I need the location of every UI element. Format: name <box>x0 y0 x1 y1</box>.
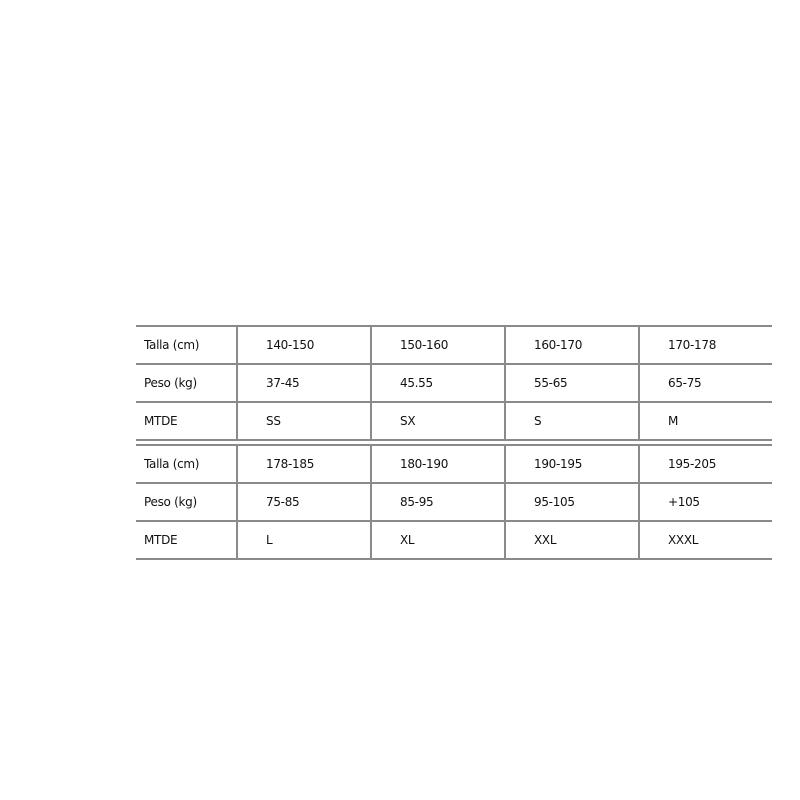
table-cell: 65-75 <box>639 364 772 402</box>
table-cell: 170-178 <box>639 326 772 364</box>
size-table-2 <box>136 444 772 560</box>
table-cell: 45.55 <box>371 364 505 402</box>
table-cell: 85-95 <box>371 483 505 521</box>
table-row-height <box>136 445 772 483</box>
row-label: MTDE <box>136 521 237 559</box>
size-table-1 <box>136 325 772 441</box>
table-row-size <box>136 402 772 440</box>
table-cell: 160-170 <box>505 326 639 364</box>
table-cell: XXXL <box>639 521 772 559</box>
row-label: Talla (cm) <box>136 326 237 364</box>
table-cell: 37-45 <box>237 364 371 402</box>
row-label: Peso (kg) <box>136 364 237 402</box>
table-cell: 195-205 <box>639 445 772 483</box>
table-cell: S <box>505 402 639 440</box>
row-label: Peso (kg) <box>136 483 237 521</box>
table-cell: 150-160 <box>371 326 505 364</box>
table-row-weight <box>136 364 772 402</box>
table-cell: SX <box>371 402 505 440</box>
table-row-height <box>136 326 772 364</box>
table-cell: 190-195 <box>505 445 639 483</box>
table-cell: 75-85 <box>237 483 371 521</box>
table-cell: +105 <box>639 483 772 521</box>
table-cell: 140-150 <box>237 326 371 364</box>
row-label: Talla (cm) <box>136 445 237 483</box>
table-cell: 95-105 <box>505 483 639 521</box>
table-row-size <box>136 521 772 559</box>
table-row-weight <box>136 483 772 521</box>
table-cell: 180-190 <box>371 445 505 483</box>
table-cell: L <box>237 521 371 559</box>
row-label: MTDE <box>136 402 237 440</box>
table-cell: 55-65 <box>505 364 639 402</box>
table-cell: XL <box>371 521 505 559</box>
table-cell: XXL <box>505 521 639 559</box>
table-cell: 178-185 <box>237 445 371 483</box>
table-cell: SS <box>237 402 371 440</box>
table-cell: M <box>639 402 772 440</box>
